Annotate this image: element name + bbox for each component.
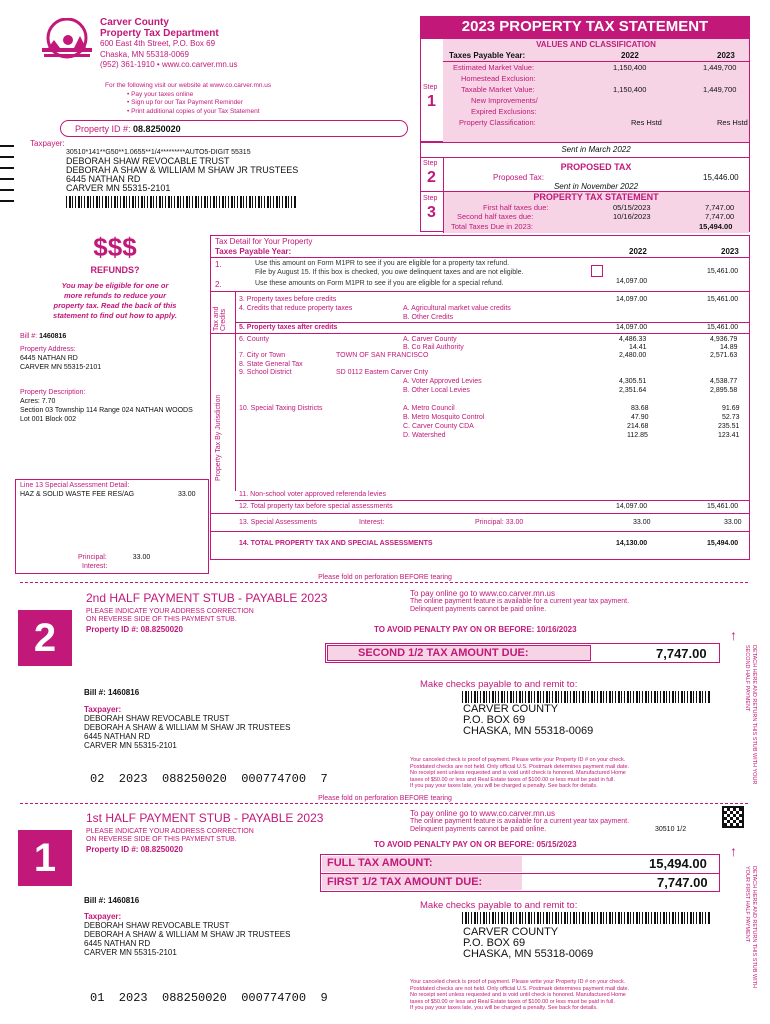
delinquent-checkbox[interactable] [591,265,603,277]
visit-line: For the following visit our website at www.co.carver.mn.us [105,82,272,89]
stub1-online: Delinquent payments cannot be paid online. [410,826,547,833]
visit-item: • Pay your taxes online [127,90,194,98]
value-2023: 1,449,700 [703,85,737,94]
stub2-side-text: DETACH HERE AND RETURN THIS STUB WITH YOUR SECOND HALF PAYMENT [744,645,757,785]
value-2023: 1,449,700 [703,63,737,72]
proposed-heading: PROPOSED TAX [560,162,632,172]
stub1-taxpayer-label: Taxpayer: [84,912,122,921]
property-id-value: 08.8250020 [133,124,181,134]
values-heading: VALUES AND CLASSIFICATION [536,40,656,49]
line5-label: 5. Property taxes after credits [239,324,338,331]
stub1-remit-city: CHASKA, MN 55318-0069 [463,948,594,960]
stub1-taxpayer-line: CARVER MN 55315-2101 [84,948,177,957]
value-2022: Res Hstd [631,118,662,127]
first-half-date: 05/15/2023 [613,203,651,212]
line6-label: 6. County [239,336,269,343]
property-description: Section 03 Township 114 Range 024 NATHAN WOODS [20,407,193,414]
line13-label: Line 13 Special Assessment Detail: [20,482,130,489]
stub1-fine: If you pay your taxes late, you will be charged a penalty. See back for details. [410,1005,598,1011]
statement-heading: PROPERTY TAX STATEMENT [533,192,659,202]
second-half-amount: 7,747.00 [705,212,735,221]
county-phone-web: (952) 361-1910 • www.co.carver.mn.us [100,60,238,69]
line13-detail-label: 13. Special Assessments [239,519,317,526]
line10c-2022: 214.68 [627,423,649,430]
line3-label: 3. Property taxes before credits [239,296,337,303]
stub2-property-id: Property ID #: 08.8250020 [86,625,183,634]
line13-item: HAZ & SOLID WASTE FEE RES/AG [20,491,135,498]
fold-instruction: Please fold on perforation BEFORE tearing [318,574,452,581]
line12-2023: 15,461.00 [707,503,739,510]
refunds-text: property tax. Read the back of this [53,301,177,310]
value-row [443,74,749,85]
refunds-text: You may be eligible for one or [61,281,169,290]
qr-code-icon [722,806,744,828]
sent-march: Sent in March 2022 [561,145,631,154]
line6b-2023: 14.89 [720,344,738,351]
line10d-2022: 112.85 [627,432,648,439]
line6a: A. Carver County [403,336,457,343]
tear-marks [0,141,14,231]
tax-detail-2022: 2022 [629,247,647,256]
line14-2022: 14,130.00 [616,540,648,547]
line10c: C. Carver County CDA [403,423,474,430]
stub1-scanline: 01 2023 088250020 000774700 9 [90,991,328,1005]
stub2-online: Delinquent payments cannot be paid online. [410,606,547,613]
tax-detail-head: Tax Detail for Your Property [215,237,313,246]
line1-text2: File by August 15. If this box is checked, you owe delinquent taxes and are not eligible. [255,269,524,276]
line2-text: Use these amounts on Form M1PR to see if you are eligible for a special refund. [255,280,504,287]
line3-2023: 15,461.00 [707,296,739,303]
stub1-remit-box: P.O. BOX 69 [463,937,526,949]
stub2-fine: Postdated checks are not held. Only official U.S. Postmark determines payment mail date. [410,763,630,770]
total-due-amount: 15,494.00 [699,222,733,231]
value-2022: 1,150,400 [613,85,647,94]
stub2-fine: If you pay your taxes late, you will be charged a penalty. See back for details. [410,783,598,789]
taxpayer-label: Taxpayer: [30,139,65,148]
stub2-remit-box: P.O. BOX 69 [463,714,526,726]
stub2-taxpayer-line: CARVER MN 55315-2101 [84,741,177,750]
stub2-remit-city: CHASKA, MN 55318-0069 [463,725,594,737]
sent-november: Sent in November 2022 [553,182,639,191]
line1-text: Use this amount on Form M1PR to see if you are eligible for a property tax refund. [255,260,510,267]
interest-label: Interest: [82,563,108,570]
perforation-line [20,582,748,583]
taxpayer-line: DEBORAH A SHAW & WILLIAM M SHAW JR TRUSTEES [66,165,299,175]
refunds-text: more refunds to reduce your [63,291,167,300]
first-half-amount: 7,747.00 [705,203,735,212]
jurisdiction-side-label: Property Tax By Jurisdiction [215,394,222,481]
stub1-remit-name: CARVER COUNTY [463,926,559,938]
stub1-fine: taxes of $50.00 or less and Real Estate taxes of $100.00 or less must be paid in full. [410,998,615,1005]
line9b-2023: 2,895.58 [710,387,738,394]
values-box [420,38,750,142]
refund-dollars: $$$ [93,232,137,262]
taxpayer-line: 6445 NATHAN RD [66,174,141,184]
bill-label: Bill #: [20,333,38,340]
line7-label: 7. City or Town [239,352,286,359]
value-2022: 1,150,400 [613,63,647,72]
line6b: B. Co Rail Authority [403,344,464,351]
line9-name: SD 0112 Eastern Carver Cnty [336,369,429,376]
property-address: 6445 NATHAN RD [20,355,78,362]
postal-barcode [66,196,296,208]
up-arrow-icon: ↑ [730,627,737,643]
stub2-bill: Bill #: 1460816 [84,688,140,697]
steps-box [420,142,750,232]
stub1-taxpayer-line: DEBORAH SHAW REVOCABLE TRUST [84,921,230,930]
stub1-indicate: PLEASE INDICATE YOUR ADDRESS CORRECTION [86,828,254,835]
stub2-scanline: 02 2023 088250020 000774700 7 [90,772,328,786]
tax-detail-2023: 2023 [721,247,739,256]
line9b: B. Other Local Levies [403,387,470,394]
line14-label: 14. TOTAL PROPERTY TAX AND SPECIAL ASSESSMENTS [239,540,433,547]
proposed-value: 15,446.00 [703,173,739,182]
line9a: A. Voter Approved Levies [403,378,482,385]
line7-name: TOWN OF SAN FRANCISCO [336,352,429,359]
line13-2023: 33.00 [724,519,742,526]
line13-2022: 33.00 [633,519,651,526]
dept-name: Property Tax Department [100,27,219,39]
line11-label: 11. Non-school voter approved referenda levies [239,491,386,498]
refunds-text: statement to find out how to apply. [53,311,177,320]
visit-item: • Print additional copies of your Tax Statement [127,107,260,115]
step-label: Step [423,195,438,202]
stub1-fine: No receipt sent unless requested and is void until check is honored. Manufactured Home [410,992,626,998]
stub1-indicate: ON REVERSE SIDE OF THIS PAYMENT STUB. [86,836,237,843]
value-row [443,85,749,96]
stub2-fine: No receipt sent unless requested and is void until check is honored. Manufactured Home [410,770,626,776]
up-arrow-icon: ↑ [730,843,737,859]
line8-label: 8. State General Tax [239,361,303,368]
stub2-taxpayer-line: 6445 NATHAN RD [84,732,151,741]
stub2-online: To pay online go to www.co.carver.mn.us [410,589,555,598]
stub2-fine: Your canceled check is proof of payment. Please write your Property ID # on your check. [410,757,626,763]
stub2-remit-name: CARVER COUNTY [463,703,559,715]
second-half-label: Second half taxes due: [457,212,534,221]
value-row [443,118,749,129]
line14-2023: 15,494.00 [707,540,739,547]
line9-label: 9. School District [239,369,292,376]
property-address-label: Property Address: [20,346,76,353]
stub2-online: The online payment feature is available for a current year tax payment. [410,598,630,605]
taxpayer-line: DEBORAH SHAW REVOCABLE TRUST [66,156,230,166]
line12-2022: 14,097.00 [616,503,648,510]
line7-2023: 2,571.63 [710,352,738,359]
property-description: Lot 001 Block 002 [20,416,77,423]
stub2-indicate: ON REVERSE SIDE OF THIS PAYMENT STUB. [86,616,237,623]
step-3: 3 [427,204,436,221]
stub2-number: 2 [18,610,72,666]
taxpayer-code: 30510*141**G50**1.0655**1/4*********AUTO5-DIGIT 55315 [66,149,251,156]
stub1-property-id: Property ID #: 08.8250020 [86,845,183,854]
line10d-2023: 123.41 [718,432,740,439]
first-half-due-label: FIRST 1/2 TAX AMOUNT DUE: [327,876,483,888]
stub1-fine: Postdated checks are not held. Only official U.S. Postmark determines payment mail date. [410,985,630,992]
second-half-date: 10/16/2023 [613,212,651,221]
step-2: 2 [427,169,436,186]
stub1-online: The online payment feature is available for a current year tax payment. [410,818,630,825]
line10b: B. Metro Mosquito Control [403,414,485,421]
stub1-number: 1 [18,830,72,886]
property-id-box [60,120,408,137]
value-label: Taxable Market Value: [461,85,535,94]
stub1-taxpayer-line: 6445 NATHAN RD [84,939,151,948]
line10a-2023: 91.69 [722,405,740,412]
first-half-label: First half taxes due: [483,203,549,212]
full-tax-amount: 15,494.00 [649,856,707,871]
line10d: D. Watershed [403,432,446,439]
line9b-2022: 2,351.64 [619,387,647,394]
stub2-penalty: TO AVOID PENALTY PAY ON OR BEFORE: 10/16/2023 [374,625,577,634]
stub2-due-box [325,643,720,663]
line10-label: 10. Special Taxing Districts [239,405,323,412]
taxpayer-line: CARVER MN 55315-2101 [66,183,171,193]
value-row [443,107,749,118]
line12-label: 12. Total property tax before special assessments [239,503,393,510]
stub2-indicate: PLEASE INDICATE YOUR ADDRESS CORRECTION [86,608,254,615]
value-label: New Improvements/ [471,96,538,105]
stub2-taxpayer-label: Taxpayer: [84,705,122,714]
stub1-title: 1st HALF PAYMENT STUB - PAYABLE 2023 [86,811,324,825]
line6a-2023: 4,936.79 [710,336,738,343]
step-label: Step [423,160,438,167]
line13-interest: Interest: [359,519,385,526]
property-address: CARVER MN 55315-2101 [20,364,102,371]
stub1-taxpayer-line: DEBORAH A SHAW & WILLIAM M SHAW JR TRUSTEES [84,930,291,939]
stub2-taxpayer-line: DEBORAH SHAW REVOCABLE TRUST [84,714,230,723]
statement-title: 2023 PROPERTY TAX STATEMENT [420,16,750,38]
line10a: A. Metro Council [403,405,455,412]
stub1-bill: Bill #: 1460816 [84,896,140,905]
stub1-barcode [462,912,710,924]
stub1-fine: Your canceled check is proof of payment. Please write your Property ID # on your check. [410,979,626,985]
county-address2: Chaska, MN 55318-0069 [100,49,189,59]
full-tax-label: FULL TAX AMOUNT: [327,857,433,869]
county-name: Carver County [100,17,169,28]
stub2-taxpayer-line: DEBORAH A SHAW & WILLIAM M SHAW JR TRUSTEES [84,723,291,732]
tax-detail-box: Tax Detail for Your Property Taxes Payable Year: 2022 2023 1. Use this amount on Form M1PR to see if you are eligible for a property tax refund. File by August 15. If this box is checked, you owe delinquent taxes and are not eligible. 15,461.00 14,097.00 2. Use these amounts on Form M1PR to see if you are eligible for a special refund. Tax and Credits 3. Property taxes before credits 14,097.00 15,461.00 4. Credits that reduce property taxes A. Agricultural market value credits B. Other Credits 5. Property taxes after credits 14,097.00 15,461.00 Property Tax By Jurisdiction 6. County A. Carver County 4,486.33 4,936.79 B. Co Rail Authority 14.41 14.89 7. City or Town TOWN OF SAN FRANCISCO 2,480.00 2,571.63 8. State General Tax 9. School District SD 0112 Eastern Carver Cnty A. Voter Approved Levies 4,305.51 4,538.77 B. Other Local Levies 2,351.64 2,895.58 10. Special Taxing Districts A. Metro Council 83.68 91.69 B. Metro Mosquito Control 47.90 52.73 C. Carver County CDA 214.68 235.51 D. Watershed 112.85 123.41 11. Non-school voter approved referenda levies 12. Total property tax before special assessments 14,097.00 15,461.00 13. Special Assessments Interest: Principal: 33.00 33.00 33.00 14. TOTAL PROPERTY TAX AND SPECIAL ASSESSMENTS 14,130.00 15,494.00 [210,235,750,560]
line9a-2022: 4,305.51 [619,378,647,385]
line9a-2023: 4,538.77 [710,378,738,385]
tree-logo-icon [38,18,96,66]
line10a-2022: 83.68 [631,405,649,412]
stub1-amount-box [320,854,720,892]
property-description-label: Property Description: [20,389,86,396]
taxes-payable-label: Taxes Payable Year: [449,51,526,60]
line1-2022: 14,097.00 [616,278,648,285]
line4b: B. Other Credits [403,314,454,321]
stub1-make-checks: Make checks payable to and remit to: [420,900,578,911]
first-half-due-amount: 7,747.00 [657,875,708,890]
county-address1: 600 East 4th Street, P.O. Box 69 [100,39,216,48]
stub1-code: 30510 1/2 [655,826,687,833]
stub2-barcode [462,691,710,703]
credits-side-label: Tax and Credits [213,306,227,331]
stub2-due-label: SECOND 1/2 TAX AMOUNT DUE: [358,647,529,659]
line10b-2022: 47.90 [631,414,649,421]
line7-2022: 2,480.00 [619,352,647,359]
stub2-fine: taxes of $50.00 or less and Real Estate taxes of $100.00 or less must be paid in full. [410,776,615,783]
year-2023: 2023 [717,51,735,60]
value-2023: Res Hstd [717,118,748,127]
stub2-due-amount: 7,747.00 [656,646,707,661]
line10b-2023: 52.73 [722,414,740,421]
visit-item: • Sign up for our Tax Payment Reminder [127,99,243,106]
stub1-online: To pay online go to www.co.carver.mn.us [410,809,555,818]
line3-2022: 14,097.00 [616,296,648,303]
line5-2022: 14,097.00 [616,324,648,331]
property-id-label: Property ID #: [75,124,131,134]
principal-value: 33.00 [132,554,151,561]
line1-2023: 15,461.00 [707,268,739,275]
line13-value: 33.00 [178,491,196,498]
county-logo [38,18,96,66]
property-description: Acres: 7.70 [20,398,56,405]
step-label: Step [423,84,438,91]
line13-principal: Principal: 33.00 [475,519,524,526]
value-row [443,63,749,74]
value-label: Property Classification: [459,118,536,127]
value-label: Homestead Exclusion: [461,74,536,83]
stub2-make-checks: Make checks payable to and remit to: [420,679,578,690]
bill-number: 1460816 [39,333,67,340]
year-2022: 2022 [621,51,639,60]
step-1: 1 [427,93,436,110]
line5-2023: 15,461.00 [707,324,739,331]
stub1-side-text: DETACH HERE AND RETURN THIS STUB WITH YOUR FIRST HALF PAYMENT [744,866,757,989]
line4-label: 4. Credits that reduce property taxes [239,305,353,312]
stub2-title: 2nd HALF PAYMENT STUB - PAYABLE 2023 [86,591,328,605]
fold-instruction: Please fold on perforation BEFORE tearing [318,795,452,802]
tax-detail-year-label: Taxes Payable Year: [215,247,292,256]
value-label: Estimated Market Value: [453,63,535,72]
line10c-2023: 235.51 [718,423,740,430]
line4a: A. Agricultural market value credits [403,305,511,312]
value-row [443,96,749,107]
proposed-label: Proposed Tax: [493,173,544,182]
perforation-line [20,803,748,804]
line6a-2022: 4,486.33 [619,336,647,343]
refunds-title: REFUNDS? [90,265,140,275]
value-label: Expired Exclusions: [471,107,537,116]
line6b-2022: 14.41 [629,344,647,351]
stub1-penalty: TO AVOID PENALTY PAY ON OR BEFORE: 05/15/2023 [374,840,577,849]
principal-label: Principal: [78,554,107,561]
total-due-label: Total Taxes Due in 2023: [451,222,533,231]
